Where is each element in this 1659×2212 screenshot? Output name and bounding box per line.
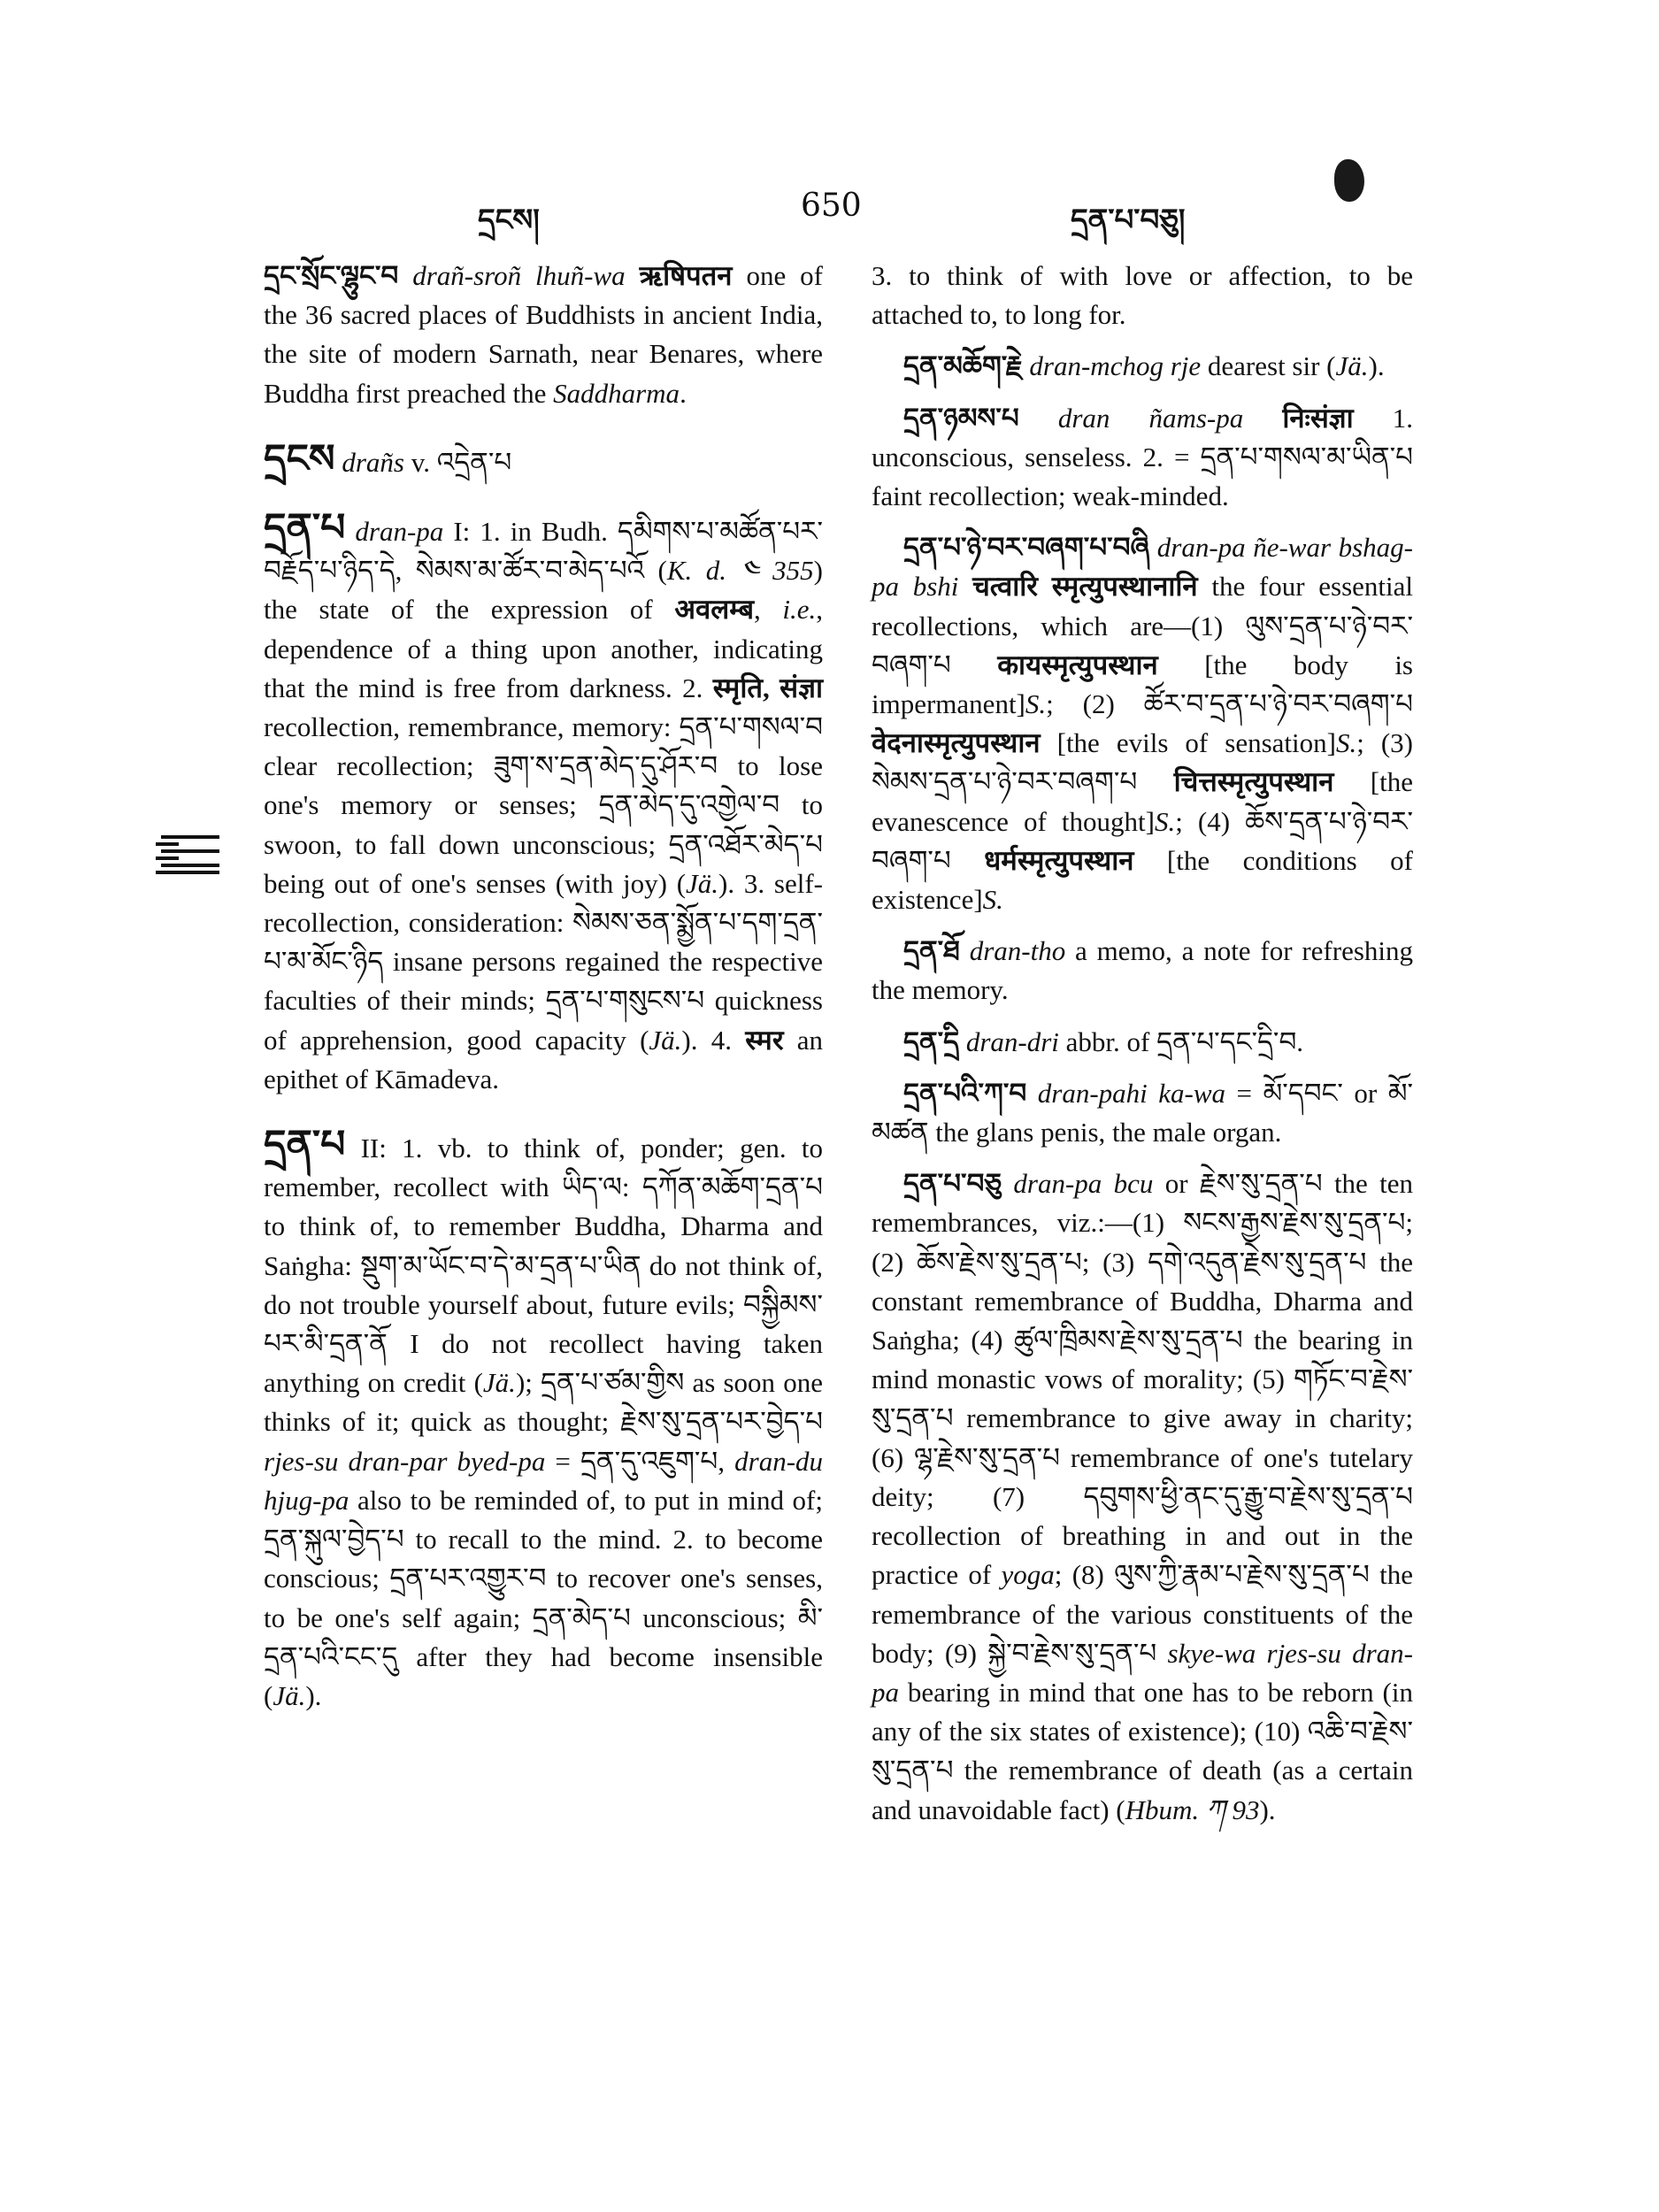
left-column (264, 257, 823, 1728)
running-head (0, 186, 1659, 239)
transliteration: dran-dri (965, 1025, 1059, 1057)
entry-dran-pa-ii (264, 1125, 823, 1716)
headword: དྲན་མཆོག་རྗེ (903, 350, 1023, 382)
definition-text: = དྲན་དུ་འཇུག་པ, (545, 1445, 735, 1477)
definition-text: [the evils of sensation] (1040, 727, 1336, 759)
headword: དྲན་པ་ཉེ་བར་བཞག་པ་བཞི (903, 532, 1150, 564)
sanskrit-equivalent: स्मर (745, 1024, 784, 1056)
definition-text: ; (2) ཚོར་བ་དྲན་པ་ཉེ་བར་བཞག་པ (1046, 688, 1413, 720)
sanskrit-equivalent: निःसंज्ञा (1282, 402, 1354, 434)
reference: K. d. ༤ 355 (666, 555, 814, 587)
headword: དྲན་པ (264, 506, 346, 550)
sanskrit-equivalent: कायस्मृत्युपस्थान (997, 649, 1158, 680)
definition-text: abbr. of དྲན་པ་དང་དྲི་བ. (1058, 1025, 1304, 1057)
punct: . (680, 377, 687, 409)
source-s: S. (982, 884, 1003, 916)
definition-text: I: 1. in Budh. དམིགས་པ་མཚོན་པར་བརྗོད་པ་ཉིད་དེ, སེམས་མ་ཚོར་བ་མེད་པའོ ( (264, 516, 823, 587)
abbreviation: i.e. (782, 594, 817, 626)
entry-continuation: 3. to think of with love or affection, to be attached to, to long for. (872, 260, 1413, 331)
transliteration: rjes-su dran-par byed-pa (264, 1445, 546, 1477)
definition-text: ; (4) ཆོས་དྲན་པ་ཉེ་བར་བཞག་པ (872, 805, 1413, 876)
sanskrit-equivalent: वेदनास्मृत्युपस्थान (872, 727, 1041, 759)
definition-text: [the evanescence of thought] (872, 766, 1413, 837)
transliteration: dran-pa (355, 516, 444, 548)
source-s: S. (1154, 805, 1176, 837)
source-ja: Jä. (686, 867, 719, 899)
sanskrit-equivalent: चत्वारि स्मृत्युपस्थानानि (972, 571, 1198, 603)
definition-text: ; (8) ལུས་ཀྱི་རྣམ་པ་རྗེས་སུ་དྲན་པ the remembrance of the various constituents of the body; (9) སྐྱེ་བ་རྗེས་སུ་དྲན་པ (872, 1559, 1413, 1669)
definition-text: [the conditions of existence] (872, 844, 1413, 916)
headword: དྲན་ཐོ (903, 935, 960, 967)
transliteration: dran-tho (969, 935, 1066, 967)
source-ja: Jä. (273, 1679, 306, 1711)
definition-text: , dependence of a thing upon another, indicating that the mind is free from darkness. 2. (264, 594, 824, 703)
sanskrit-equivalent: ऋषिपतन (639, 260, 733, 291)
header-right-catchword: དྲན་པ་བཅུ། (1071, 203, 1186, 238)
transliteration: drañ-sroñ lhuñ-wa (412, 260, 626, 291)
definition-text: recollection, remembrance, memory: དྲན་པ་གསལ་བ clear recollection; ཟུག་ས་དྲན་མེད་དུ་ཤོར་བ to lose one's memory or senses; དྲན་མེད་དུ་འགྱེལ་བ to swoon, to fall down unconscious; དྲན་འཐོར་མེད་པ being out of one's senses (with joy) ( (264, 711, 823, 899)
definition-text: ; (3) སེམས་དྲན་པ་ཉེ་བར་བཞག་པ (872, 727, 1414, 798)
headword: དྲན་དྲི (903, 1025, 960, 1057)
reference: Hbum. ཀ 93 (1125, 1793, 1260, 1825)
punct: , (754, 594, 783, 626)
page-number: 650 (801, 188, 862, 224)
punct: ). (305, 1679, 322, 1711)
source-ja: Jä. (1335, 350, 1369, 382)
definition-text: v. འདྲེན་པ (403, 446, 512, 478)
emphasis: yoga (1001, 1559, 1055, 1591)
definition-text: bearing in mind that one has to be reborn (in any of the six states of existence); (10) འཆི་བ་རྗེས་སུ་དྲན་པ the remembrance of death (as a certain and unavoidable fact) ( (872, 1676, 1413, 1825)
transliteration: dran-pa ñe-war bshag-pa bshi (872, 532, 1413, 603)
definition-text: = མོ་དབང་ or མོ་མཚན the glans penis, the male organ. (872, 1077, 1413, 1148)
ink-blot-mark (1334, 159, 1364, 202)
entry-drans (264, 436, 823, 482)
transliteration: dran ñams-pa (1057, 402, 1244, 434)
headword: དྲངས (264, 436, 335, 480)
sanskrit-equivalent: धर्मस्मृत्युपस्थान (984, 844, 1134, 876)
entry-dran-sron-lhun-wa (264, 257, 823, 413)
entry-dran-pahi-ka-wa (872, 1074, 1413, 1152)
entry-dran-pa-bcu (872, 1164, 1413, 1829)
definition-text: or རྗེས་སུ་དྲན་པ the ten remembrances, viz.:—(1) སངས་རྒྱས་རྗེས་སུ་དྲན་པ; (2) ཆོས་རྗེས་སུ་དྲན་པ; (3) དགེ་འདུན་རྗེས་སུ་དྲན་པ the constant remembrance of Buddha, Dharma and Saṅgha; (4) ཚུལ་ཁྲིམས་རྗེས་སུ་དྲན་པ the bearing in mind monastic vows of morality; (5) གཏོང་བ་རྗེས་སུ་དྲན་པ remembrance to give away in charity; (6) ལྷ་རྗེས་སུ་དྲན་པ remembrance of one's tutelary deity; (7) དབུགས་ཕྱི་ནང་དུ་རྒྱུ་བ་རྗེས་སུ་དྲན་པ recollection of breathing in and out in the practice of (872, 1168, 1413, 1591)
sanskrit-equivalent: चित्तस्मृत्युपस्थान (1173, 766, 1334, 798)
definition-text: ); དྲན་པ་ཙམ་གྱིས as soon one thinks of it; quick as thought; རྗེས་སུ་དྲན་པར་བྱེད་པ (264, 1367, 823, 1438)
definition-text: one of the 36 sacred places of Buddhists in ancient India, the site of modern Sarnath, near Benares, where Buddha first preached the (264, 260, 823, 409)
transliteration: dran-pa bcu (1013, 1168, 1154, 1200)
entry-dran-nams-pa (872, 399, 1413, 517)
definition-text: an epithet of Kāmadeva. (264, 1024, 824, 1094)
definition-text: the four essential recollections, which are—(1) ལུས་དྲན་པ་ཉེ་བར་བཞག་པ (872, 571, 1414, 680)
sanskrit-equivalent: अवलम्ब (674, 594, 755, 626)
source-ja: Jä. (649, 1024, 682, 1056)
source-ja: Jä. (482, 1367, 516, 1399)
definition-text: ) the state of the expression of (264, 555, 823, 626)
definition-text: dearest sir ( (1201, 350, 1336, 382)
entry-dran-pa-ne-war-bshag-pa-bshi (872, 528, 1413, 919)
headword: དྲན་པ (264, 1123, 346, 1167)
source-s: S. (1025, 688, 1047, 720)
punct: ). (1259, 1793, 1276, 1825)
entry-dran-tho (872, 932, 1413, 1010)
headword: དྲན་པ་བཅུ (903, 1168, 1002, 1200)
definition-text: 1. unconscious, senseless. 2. = དྲན་པ་གསལ་མ་ཡིན་པ faint recollection; weak-minded. (872, 402, 1413, 512)
headword: དྲང་སྲོང་ལྷུང་བ (264, 260, 399, 291)
transliteration: skye-wa rjes-su dran-pa (872, 1637, 1413, 1708)
definition-text: II: 1. vb. to think of, ponder; gen. to remember, recollect with ཡིད་ལ: དཀོན་མཆོག་དྲན་པ to think of, to remember Buddha, Dharma and Saṅgha: སྡུག་མ་ཡོང་བ་དེ་མ་དྲན་པ་ཡིན do not think of, do not trouble yourself about, future evils; བསྐྱིམས་པར་མི་དྲན་ནོ I do not recollect having taken anything on credit ( (264, 1133, 823, 1399)
emphasis: Saddharma (553, 377, 680, 409)
entry-dran-pa-i (264, 506, 824, 1099)
transliteration: drañs (342, 446, 404, 478)
definition-text: also to be reminded of, to put in mind of; དྲན་སྐུལ་བྱེད་པ to recall to the mind. 2. to become conscious; དྲན་པར་འགྱུར་བ to recover one's senses, to be one's self again; དྲན་མེད་པ unconscious; མི་དྲན་པའི་ངང་དུ after they had become insensible ( (264, 1484, 823, 1711)
headword: དྲན་པའི་ཀ་བ (903, 1077, 1027, 1109)
punct: ). (1368, 350, 1385, 382)
source-s: S. (1335, 727, 1357, 759)
header-left-catchword: དྲངས། (478, 203, 540, 238)
transliteration: dran-du hjug-pa (264, 1445, 824, 1516)
margin-symbol-icon (156, 832, 219, 885)
transliteration: dran-mchog rje (1029, 350, 1202, 382)
definition-text: ). 3. self-recollection, consideration: སེམས་ཅན་སྨྱོན་པ་དག་དྲན་པ་མ་མོང་ཉིད insane persons regained the respective faculties of their minds; དྲན་པ་གསུངས་པ quickness of apprehension, good capacity ( (264, 867, 823, 1056)
entry-dran-dri (872, 1023, 1413, 1062)
headword: དྲན་ཉམས་པ (903, 402, 1019, 434)
entry-dran-mchog-rje (872, 347, 1413, 386)
definition-text: [the body is impermanent] (872, 649, 1414, 720)
definition-text: ). 4. (681, 1024, 746, 1056)
transliteration: dran-pahi ka-wa (1037, 1077, 1225, 1109)
right-column (872, 257, 1413, 1842)
sanskrit-equivalent: स्मृति, संज्ञा (712, 672, 824, 703)
definition-text: a memo, a note for refreshing the memory. (872, 935, 1413, 1006)
